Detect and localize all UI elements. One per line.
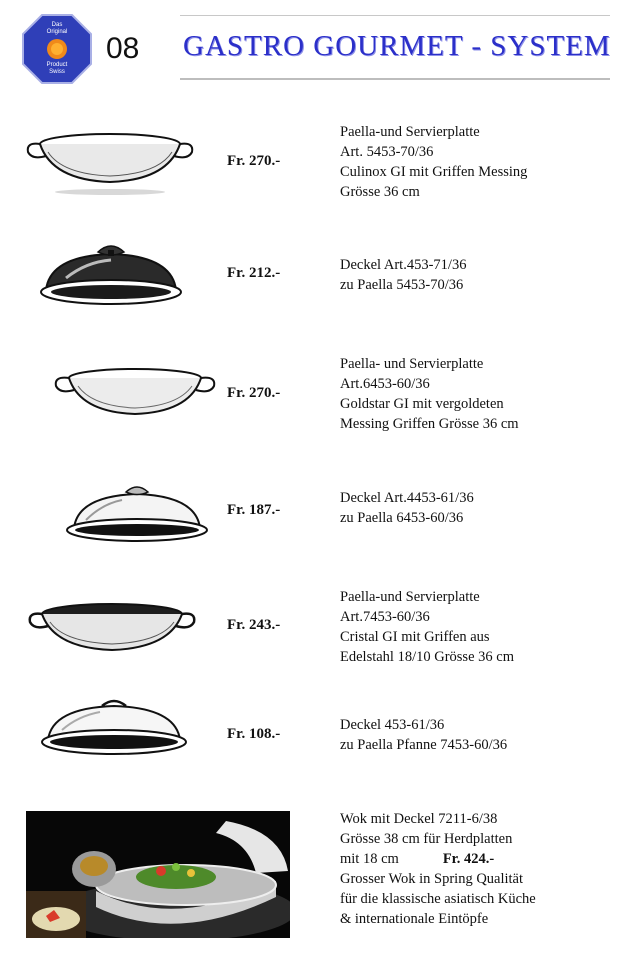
paella-pan-icon — [50, 358, 220, 430]
description-line: Deckel Art.4453-61/36 — [340, 490, 474, 506]
product-price: Fr. 270.- — [227, 385, 281, 401]
description-line: zu Paella Pfanne 7453-60/36 — [340, 737, 508, 753]
description-line: Cristal GI mit Griffen aus — [340, 629, 490, 645]
product-price: Fr. 108.- — [227, 726, 281, 742]
product-price: Fr. 187.- — [227, 502, 281, 518]
description-line: Paella- und Servierplatte — [340, 356, 484, 372]
wok-description — [340, 809, 536, 929]
badge-line: Swiss — [49, 69, 65, 75]
description-line: zu Paella 5453-70/36 — [340, 277, 464, 293]
description-line: Culinox GI mit Griffen Messing — [340, 164, 528, 180]
header-rule-bottom — [180, 78, 610, 80]
description-line: Wok mit Deckel 7211-6/38 — [340, 811, 498, 827]
header-rule-top — [180, 15, 610, 16]
description-line: Messing Griffen Grösse 36 cm — [340, 416, 519, 432]
badge-line: Das — [51, 22, 63, 28]
description-line: Paella-und Servierplatte — [340, 124, 480, 140]
description-line: Art. 5453-70/36 — [340, 144, 434, 160]
product-price: Fr. 243.- — [227, 617, 281, 633]
product-description — [340, 122, 527, 202]
product-price: Fr. 270.- — [227, 153, 281, 169]
description-line: Grösse 38 cm für Herdplatten — [340, 831, 513, 847]
lid-icon — [36, 238, 186, 310]
wok-price: Fr. 424.- — [442, 851, 495, 867]
description-line: Grösse 36 cm — [340, 184, 420, 200]
product-price: Fr. 212.- — [227, 265, 281, 281]
wok-photo — [26, 811, 290, 938]
page-title: GASTRO GOURMET - SYSTEM — [183, 30, 611, 62]
badge-line: Original — [46, 29, 68, 35]
description-line: Paella-und Servierplatte — [340, 589, 480, 605]
product-description — [340, 715, 507, 755]
description-line: Deckel Art.453-71/36 — [340, 257, 467, 273]
badge-line: Product — [46, 62, 68, 68]
product-description — [340, 255, 466, 295]
swiss-product-badge-icon — [22, 14, 92, 84]
page-number: 08 — [106, 32, 140, 65]
description-line: für die klassische asiatisch Küche — [340, 891, 536, 907]
description-line: Art.6453-60/36 — [340, 376, 430, 392]
product-description — [340, 587, 514, 667]
paella-pan-icon — [22, 122, 198, 198]
product-description — [340, 488, 474, 528]
description-text: mit 18 cm — [340, 851, 399, 867]
lid-icon — [62, 482, 212, 550]
description-line: Goldstar GI mit vergoldeten — [340, 396, 504, 412]
lid-icon — [38, 694, 190, 762]
description-line — [340, 849, 536, 869]
description-line: Grosser Wok in Spring Qualität — [340, 871, 524, 887]
description-line: zu Paella 6453-60/36 — [340, 510, 464, 526]
description-line: & internationale Eintöpfe — [340, 911, 489, 927]
product-description — [340, 354, 519, 434]
description-line: Edelstahl 18/10 Grösse 36 cm — [340, 649, 514, 665]
paella-pan-icon — [24, 596, 200, 662]
description-line: Art.7453-60/36 — [340, 609, 430, 625]
description-line: Deckel 453-61/36 — [340, 717, 445, 733]
